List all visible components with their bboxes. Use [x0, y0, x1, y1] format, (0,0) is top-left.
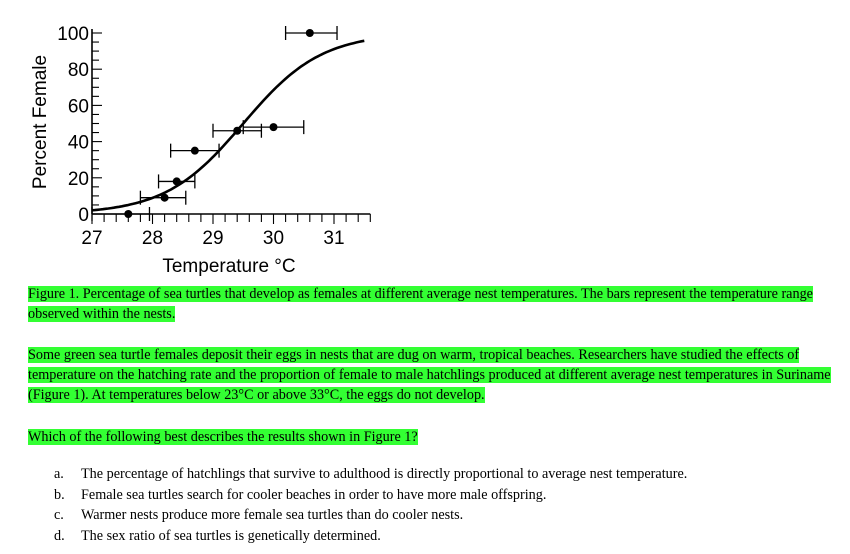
question-text: Which of the following best describes the results shown in Figure 1? [28, 429, 418, 445]
answer-option-d[interactable] [54, 526, 687, 547]
option-text: The sex ratio of sea turtles is genetically determined. [81, 527, 381, 544]
chart-fit-curve-group [92, 41, 364, 211]
x-tick-label: 28 [141, 228, 164, 249]
chart-points [92, 26, 337, 221]
data-point [173, 177, 181, 185]
data-point [233, 127, 241, 135]
intro-paragraph [28, 345, 836, 405]
question [28, 427, 823, 447]
data-point [124, 210, 132, 218]
chart-svg [0, 0, 400, 282]
x-tick-label: 30 [262, 228, 285, 249]
figure-caption-text: Figure 1. Percentage of sea turtles that develop as females at different average nest temperatures. The bars represent the temperature range observed within the nests. [28, 286, 813, 322]
fit-curve [92, 41, 364, 211]
data-point [161, 194, 169, 202]
y-tick-label: 40 [67, 132, 89, 154]
figure-caption [28, 284, 823, 324]
y-tick-label: 80 [67, 60, 89, 82]
y-tick-label: 0 [78, 205, 89, 226]
y-tick-label: 60 [67, 96, 89, 118]
figure-1-chart [0, 0, 400, 282]
data-point [306, 29, 314, 37]
option-letter: b. [54, 486, 65, 503]
option-letter: d. [54, 527, 65, 544]
option-letter: a. [54, 466, 64, 482]
answer-option-c[interactable] [54, 505, 687, 526]
x-tick-label: 29 [202, 228, 224, 249]
x-axis-label: Temperature °C [162, 256, 296, 277]
y-axis-label: Percent Female [30, 54, 51, 190]
data-point [191, 147, 199, 155]
answer-options [54, 464, 687, 546]
y-tick-label: 20 [67, 168, 89, 190]
option-text: Warmer nests produce more female sea turtles than do cooler nests. [81, 507, 464, 523]
option-letter: c. [54, 507, 64, 523]
data-point [270, 123, 278, 131]
intro-paragraph-text: Some green sea turtle females deposit their eggs in nests that are dug on warm, tropical beaches. Researchers have studied the effects of temperature on the hatching rate and the proportion of female to male hatchlings produced at different average nest temperatures in Suriname (Figure 1). At temperatures below 23°C or above 33°C, the eggs do not develop. [28, 347, 831, 403]
option-text: The percentage of hatchlings that survive to adulthood is directly proportional to average nest temperature. [81, 466, 688, 482]
answer-option-a[interactable] [54, 464, 687, 485]
option-text: Female sea turtles search for cooler beaches in order to have more male offspring. [81, 486, 547, 503]
x-tick-label: 31 [323, 228, 345, 249]
chart-axes [92, 29, 370, 224]
answer-option-b[interactable] [54, 485, 687, 506]
y-tick-label: 100 [57, 24, 89, 45]
x-tick-label: 27 [81, 228, 103, 249]
